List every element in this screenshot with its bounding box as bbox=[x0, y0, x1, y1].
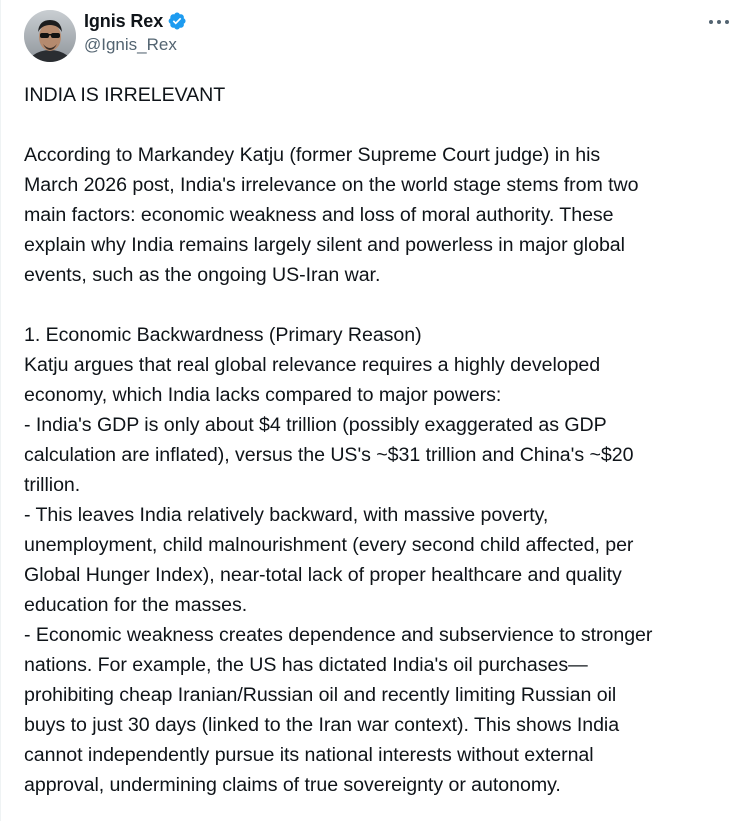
tweet-line: approval, undermining claims of true sovereignty or autonomy. bbox=[24, 774, 561, 796]
display-name[interactable]: Ignis Rex bbox=[84, 10, 164, 31]
tweet-line: INDIA IS IRRELEVANT bbox=[24, 84, 226, 106]
tweet-line: education for the masses. bbox=[24, 594, 248, 616]
tweet-line: cannot independently pursue its national interests without external bbox=[24, 744, 594, 766]
tweet-line: According to Markandey Katju (former Supreme Court judge) in his bbox=[24, 144, 601, 166]
tweet-line: trillion. bbox=[24, 474, 81, 496]
avatar[interactable] bbox=[24, 10, 76, 62]
tweet-text bbox=[24, 80, 736, 800]
tweet-line: nations. For example, the US has dictated India's oil purchases— bbox=[24, 654, 588, 676]
blank-line bbox=[24, 290, 736, 320]
tweet-line: events, such as the ongoing US-Iran war. bbox=[24, 264, 381, 286]
more-horizontal-icon bbox=[706, 10, 732, 34]
tweet-line: - Economic weakness creates dependence and subservience to stronger bbox=[24, 624, 653, 646]
more-options-button[interactable] bbox=[706, 10, 732, 34]
avatar-image bbox=[24, 10, 76, 62]
author-block bbox=[84, 9, 187, 55]
tweet-line: - This leaves India relatively backward, with massive poverty, bbox=[24, 504, 549, 526]
tweet-line: main factors: economic weakness and loss of moral authority. These bbox=[24, 204, 614, 226]
tweet-line: March 2026 post, India's irrelevance on the world stage stems from two bbox=[24, 174, 639, 196]
tweet-line: calculation are inflated), versus the US's ~$31 trillion and China's ~$20 bbox=[24, 444, 634, 466]
tweet-line: explain why India remains largely silent and powerless in major global bbox=[24, 234, 625, 256]
tweet-line: economy, which India lacks compared to major powers: bbox=[24, 384, 502, 406]
tweet-line: 1. Economic Backwardness (Primary Reason) bbox=[24, 324, 422, 346]
tweet-line: Katju argues that real global relevance requires a highly developed bbox=[24, 354, 601, 376]
tweet-line: prohibiting cheap Iranian/Russian oil and recently limiting Russian oil bbox=[24, 684, 617, 706]
verified-badge-icon[interactable] bbox=[167, 11, 187, 31]
blank-line bbox=[24, 110, 736, 140]
tweet-line: buys to just 30 days (linked to the Iran war context). This shows India bbox=[24, 714, 620, 736]
tweet-line: Global Hunger Index), near-total lack of proper healthcare and quality bbox=[24, 564, 622, 586]
name-row bbox=[84, 9, 187, 33]
tweet-line: - India's GDP is only about $4 trillion (possibly exaggerated as GDP bbox=[24, 414, 607, 436]
user-handle[interactable]: @Ignis_Rex bbox=[84, 35, 177, 54]
tweet-line: unemployment, child malnourishment (every second child affected, per bbox=[24, 534, 634, 556]
